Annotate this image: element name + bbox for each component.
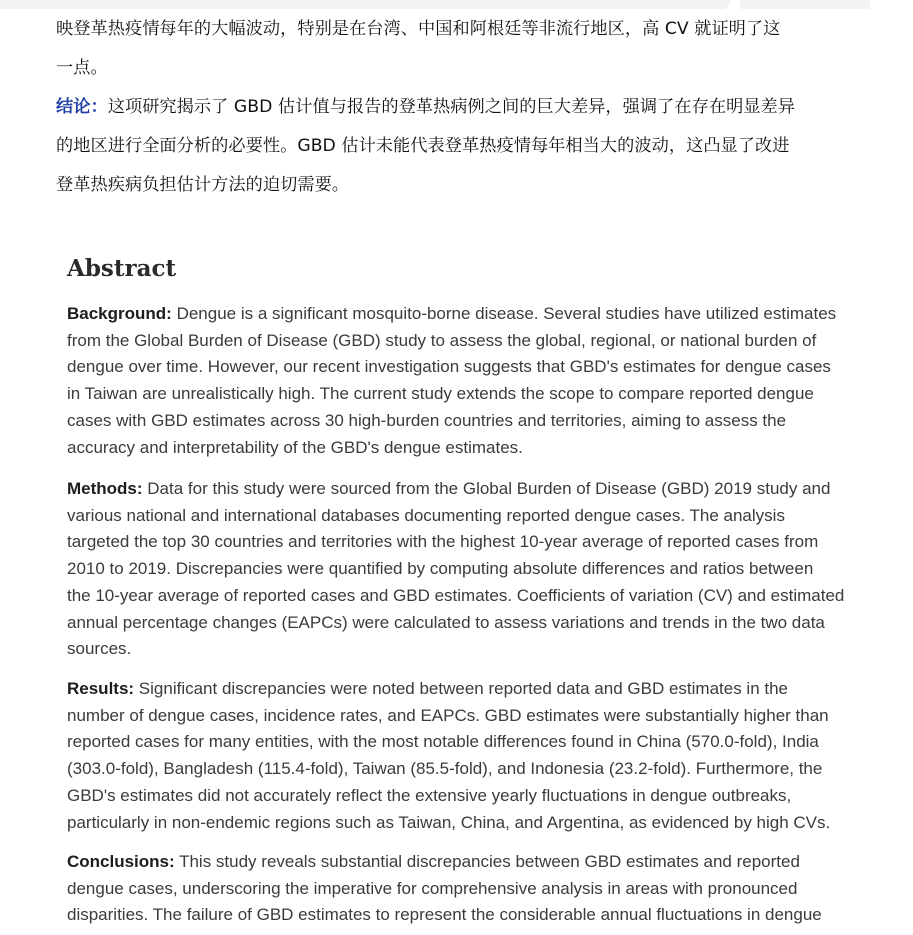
conclusion-text: 的地区进行全面分析的必要性。GBD 估计未能代表登革热疫情每年相当大的波动，这凸显了改进 [56, 136, 790, 156]
section-line: particularly in non-endemic regions such as Taiwan, China, and Argentina, as evidenced by high CVs. [67, 812, 831, 832]
section-line: in Taiwan are unrealistically high. The current study extends the scope to compare reported dengue [67, 384, 814, 404]
conclusion-label: 结论： [56, 97, 108, 117]
conclusions-section [67, 849, 877, 929]
background-label: Background: [67, 304, 172, 323]
section-line: Conclusions: This study reveals substantial discrepancies between GBD estimates and reported [67, 852, 800, 871]
section-line: accuracy and interpretability of the GBD's dengue estimates. [67, 437, 523, 457]
methods-section [67, 476, 877, 663]
section-line: dengue over time. However, our recent investigation suggests that GBD's estimates for dengue cases [67, 357, 831, 377]
methods-label: Methods: [67, 479, 143, 498]
section-line: Methods: Data for this study were sourced from the Global Burden of Disease (GBD) 2019 study and [67, 479, 831, 498]
conclusion-text: 这项研究揭示了 GBD 估计值与报告的登革热病例之间的巨大差异，强调了在存在明显差异 [107, 97, 796, 117]
section-line: Background: Dengue is a significant mosquito-borne disease. Several studies have utilized estimates [67, 304, 837, 323]
cropped-toolbar [740, 0, 870, 9]
section-line: annual percentage changes (EAPCs) were calculated to assess variations and trends in the two data [67, 612, 825, 632]
section-line: reported cases for many entities, with the most notable differences found in China (570.0-fold), India [67, 732, 819, 752]
section-line: (303.0-fold), Bangladesh (115.4-fold), Taiwan (85.5-fold), and Indonesia (23.2-fold). Furthermore, the [67, 759, 823, 779]
abstract-title: Abstract [67, 255, 177, 282]
section-line: the 10-year average of reported cases and GBD estimates. Coefficients of variation (CV) and estimated [67, 585, 845, 605]
chinese-summary [56, 10, 892, 205]
results-label: Results: [67, 679, 135, 698]
summary-line: 映登革热疫情每年的大幅波动，特别是在台湾、中国和阿根廷等非流行地区，高 CV 就证明了这 [56, 19, 781, 39]
conclusions-label: Conclusions: [67, 852, 175, 871]
section-line: Results: Significant discrepancies were noted between reported data and GBD estimates in the [67, 679, 789, 698]
section-line: cases with GBD estimates across 30 high-burden countries and territories, aiming to assess the [67, 410, 787, 430]
section-line: from the Global Burden of Disease (GBD) study to assess the global, regional, or national burden of [67, 330, 817, 350]
background-section [67, 301, 877, 461]
section-line: various national and international databases documenting reported dengue cases. The analysis [67, 505, 785, 525]
section-line: targeted the top 30 countries and territories with the highest 10-year average of reported cases from [67, 532, 819, 552]
cropped-input-box [0, 0, 730, 9]
results-section [67, 676, 877, 836]
section-line: GBD's estimates did not accurately reflect the extensive yearly fluctuations in dengue outbreaks, [67, 785, 792, 805]
conclusion-paragraph [56, 88, 892, 127]
section-line: disparities. The failure of GBD estimates to represent the considerable annual fluctuations in dengue [67, 905, 822, 925]
conclusion-text: 登革热疾病负担估计方法的迫切需要。 [56, 175, 350, 195]
section-line: sources. [67, 639, 132, 659]
cropped-top-bar [0, 0, 913, 10]
section-line: 2010 to 2019. Discrepancies were quantified by computing absolute differences and ratios between [67, 559, 814, 579]
summary-line: 一点。 [56, 58, 108, 78]
section-line: number of dengue cases, incidence rates, and EAPCs. GBD estimates were substantially higher than [67, 705, 829, 725]
section-line: dengue cases, underscoring the imperative for comprehensive analysis in areas with pronounced [67, 878, 798, 898]
